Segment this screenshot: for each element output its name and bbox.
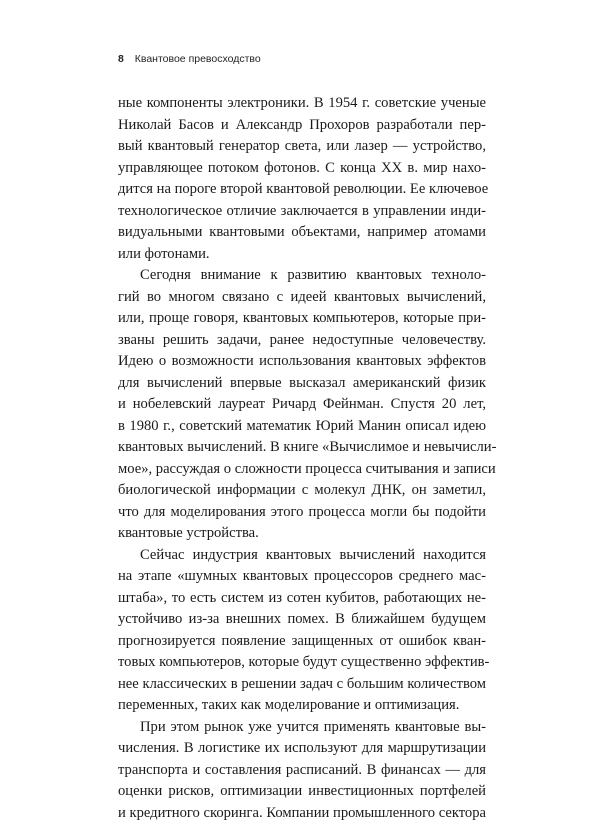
text-line: Сейчас индустрия квантовых вычислений находится [118,545,486,567]
text-line: и кредитного скоринга. Компании промышленного сектора [118,803,486,824]
text-line: вый квантовый генератор света, или лазер — устройство, [118,136,486,158]
running-title: Квантовое превосходство [135,53,261,65]
paragraph [118,717,486,824]
text-line: видуальными квантовыми объектами, например атомами [118,222,486,244]
text-line: переменных, таких как моделирование и оптимизация. [118,695,486,717]
running-head [118,53,261,65]
text-line: квантовые устройства. [118,523,486,545]
text-line: для вычислений впервые высказал американский физик [118,373,486,395]
text-line: званы решить задачи, ранее недоступные человечеству. [118,330,486,352]
page-number: 8 [118,53,124,65]
text-line: транспорта и составления расписаний. В финансах — для [118,760,486,782]
text-line: на этапе «шумных квантовых процессоров среднего мас- [118,566,486,588]
text-line: что для моделирования этого процесса могли бы подойти [118,502,486,524]
text-line: Сегодня внимание к развитию квантовых техноло- [118,265,486,287]
text-line: гий во многом связано с идеей квантовых вычислений, [118,287,486,309]
text-line: штаба», то есть систем из сотен кубитов, работающих не- [118,588,486,610]
text-line: Николай Басов и Александр Прохоров разработали пер- [118,115,486,137]
text-line: квантовых вычислений. В книге «Вычислимое и невычисли- [118,437,486,459]
paragraph [118,265,486,545]
text-line: числения. В логистике их используют для маршрутизации [118,738,486,760]
text-line: нее классических в решении задач с большим количеством [118,674,486,696]
text-line: или, проще говоря, квантовых компьютеров, которые при- [118,308,486,330]
text-line: технологическое отличие заключается в управлении инди- [118,201,486,223]
text-line: дится на пороге второй квантовой революции. Ее ключевое [118,179,486,201]
text-line: биологической информации с молекул ДНК, он заметил, [118,480,486,502]
text-line: мое», рассуждая о сложности процесса считывания и записи [118,459,486,481]
text-line: прогнозируется появление защищенных от ошибок кван- [118,631,486,653]
text-line: в 1980 г., советский математик Юрий Манин описал идею [118,416,486,438]
text-line: и нобелевский лауреат Ричард Фейнман. Спустя 20 лет, [118,394,486,416]
text-line: Идею о возможности использования квантовых эффектов [118,351,486,373]
text-line: управляющее потоком фотонов. С конца ХХ в. мир нахо- [118,158,486,180]
paragraph [118,93,486,265]
paragraph [118,545,486,717]
text-line: товых компьютеров, которые будут существенно эффектив- [118,652,486,674]
text-line: При этом рынок уже учится применять квантовые вы- [118,717,486,739]
text-line: или фотонами. [118,244,486,266]
body-text [118,93,486,824]
text-line: устойчиво из-за внешних помех. В ближайшем будущем [118,609,486,631]
text-line: оценки рисков, оптимизации инвестиционных портфелей [118,781,486,803]
text-line: ные компоненты электроники. В 1954 г. советские ученые [118,93,486,115]
